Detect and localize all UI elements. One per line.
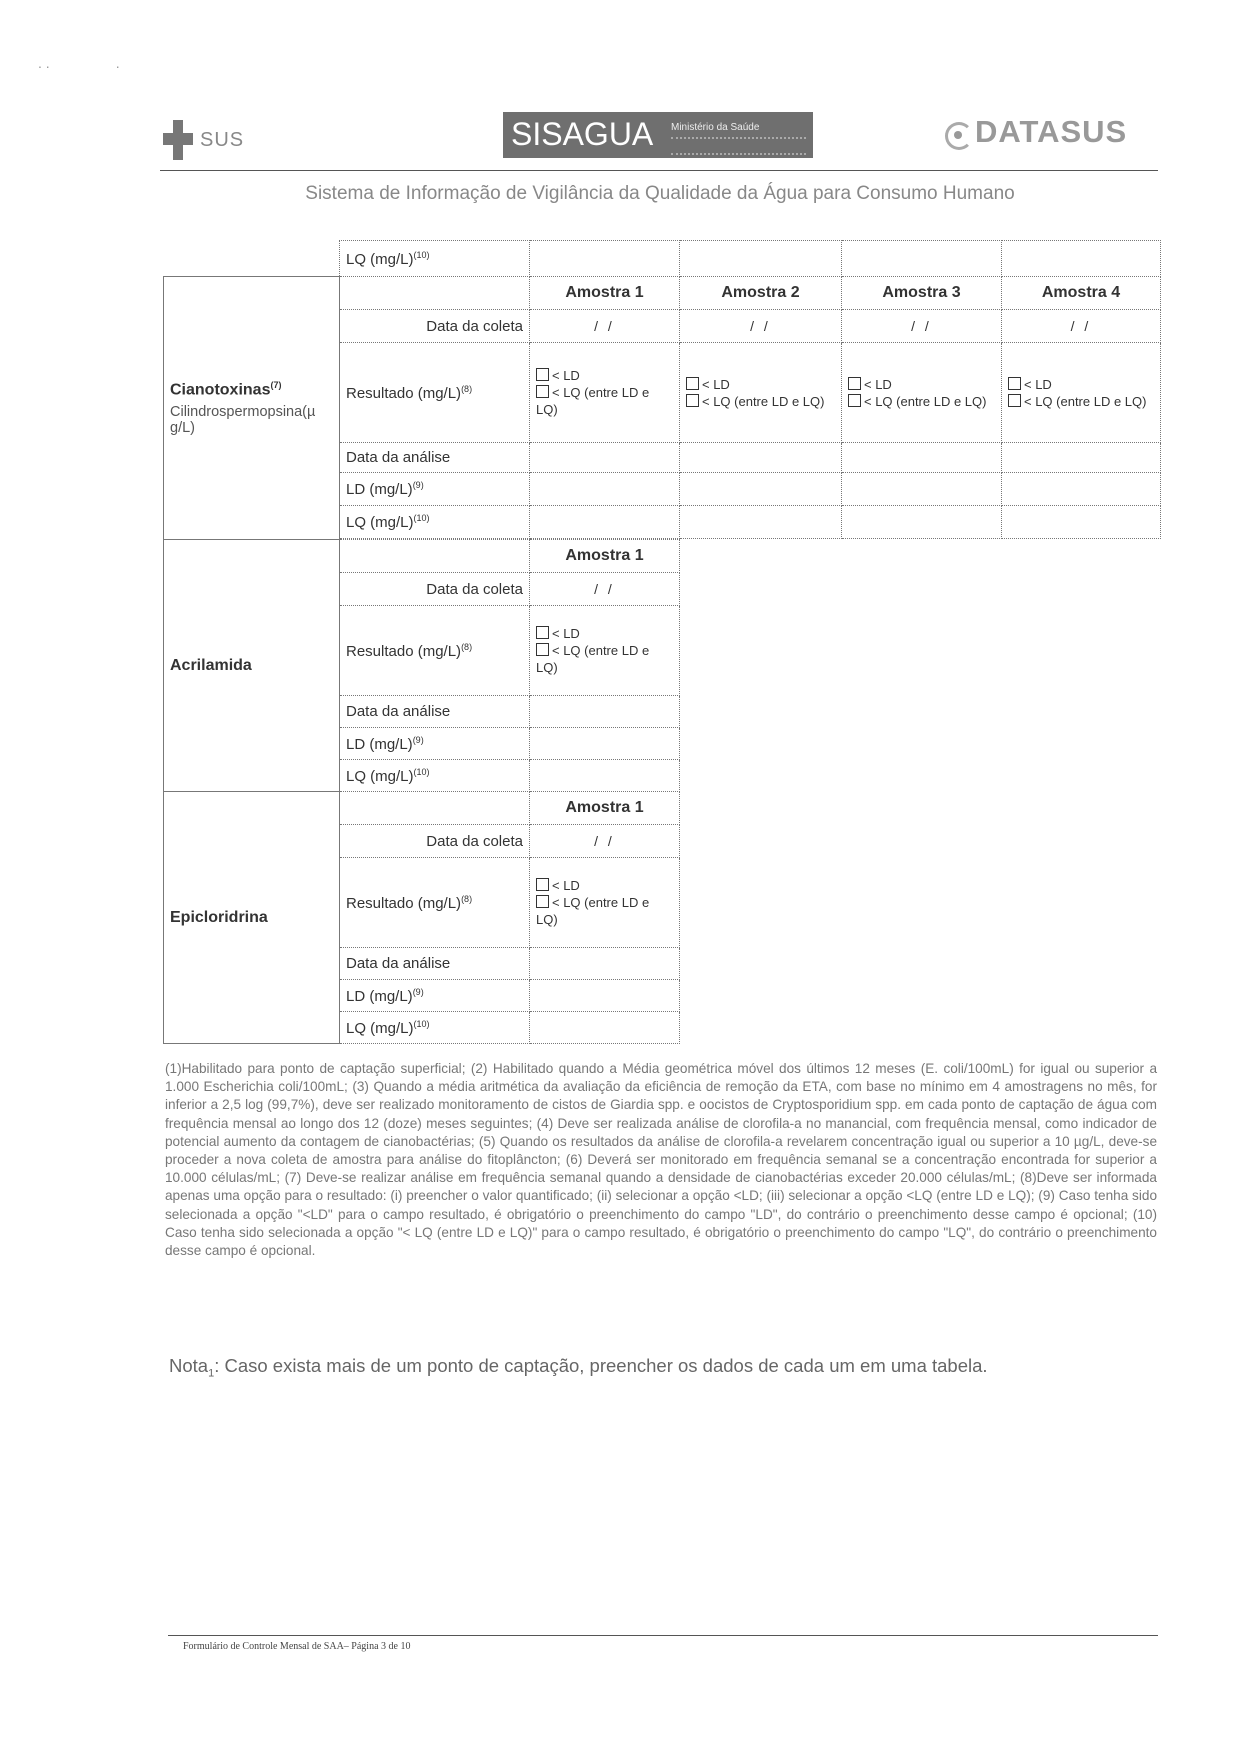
analysis-date-input[interactable]	[842, 443, 1002, 473]
lq-input[interactable]	[680, 506, 842, 539]
ld-input[interactable]	[530, 473, 680, 506]
nota-label: Nota	[169, 1355, 209, 1376]
checkbox-icon[interactable]	[686, 394, 699, 407]
option-ld-text: < LD	[1024, 376, 1052, 392]
section-title-sup: (7)	[270, 380, 282, 391]
ld-text: LD (mg/L)	[346, 735, 413, 753]
header-divider	[160, 170, 1158, 171]
sample-header: Amostra 3	[842, 277, 1002, 310]
option-lq-text: < LQ (entre LD e LQ)	[536, 895, 650, 927]
data-coleta-label: Data da coleta	[340, 825, 530, 858]
data-analise-label: Data da análise	[340, 948, 530, 980]
option-lq[interactable]	[848, 393, 995, 410]
datasus-label: DATASUS	[975, 114, 1128, 149]
lq-text: LQ (mg/L)	[346, 514, 414, 531]
option-lq[interactable]	[536, 894, 673, 928]
nota-sub: 1	[208, 1367, 215, 1380]
section-title-text: Cianotoxinas	[170, 381, 271, 399]
option-ld-text: < LD	[702, 376, 730, 392]
table-row	[164, 277, 1161, 310]
resultado-label	[340, 858, 530, 948]
option-lq-text: < LQ (entre LD e LQ)	[536, 643, 650, 675]
resultado-label	[340, 343, 530, 443]
section-subtitle: Cilindrospermopsina(µ g/L)	[170, 403, 316, 436]
analysis-date-input[interactable]	[680, 443, 842, 473]
ld-text: LD (mg/L)	[346, 987, 413, 1005]
ld-text: LD (mg/L)	[346, 481, 413, 498]
option-lq[interactable]	[536, 642, 673, 676]
lq-sup: (10)	[413, 766, 430, 777]
option-ld[interactable]	[536, 625, 673, 642]
checkbox-icon[interactable]	[536, 385, 549, 398]
date-field[interactable]	[530, 573, 680, 606]
sus-label: SUS	[200, 129, 245, 151]
option-ld-text: < LD	[864, 376, 892, 392]
lq-input[interactable]	[1002, 506, 1161, 539]
option-ld[interactable]	[536, 367, 673, 384]
date-slashes: / /	[911, 317, 932, 334]
ld-sup: (9)	[412, 734, 424, 745]
lq-label	[340, 1012, 530, 1044]
date-slashes: / /	[594, 832, 615, 849]
analysis-date-input[interactable]	[530, 948, 680, 980]
table-cell	[680, 540, 1161, 792]
option-ld[interactable]	[848, 376, 995, 393]
data-analise-label: Data da análise	[340, 443, 530, 473]
section-acrilamida: Acrilamida	[164, 540, 340, 792]
table-row	[164, 540, 1161, 573]
section-cianotoxinas	[164, 277, 340, 540]
table-cell	[680, 792, 1161, 1044]
datasus-logo	[940, 110, 1140, 155]
date-field[interactable]	[680, 310, 842, 343]
data-analise-label: Data da análise	[340, 696, 530, 728]
analysis-date-input[interactable]	[1002, 443, 1161, 473]
ld-input[interactable]	[530, 980, 680, 1012]
option-ld-text: < LD	[552, 368, 580, 383]
page-footer: Formulário de Controle Mensal de SAA– Página 3 de 10	[183, 1641, 411, 1652]
lq-sup: (10)	[413, 1018, 430, 1029]
ministry-label: Ministério da Saúde	[671, 122, 760, 133]
resultado-text: Resultado (mg/L)	[346, 642, 462, 660]
resultado-sup: (8)	[461, 641, 473, 652]
checkbox-icon[interactable]	[848, 394, 861, 407]
lq-input[interactable]	[842, 241, 1002, 277]
option-ld[interactable]	[1008, 376, 1154, 393]
table-row	[164, 241, 1161, 277]
result-options	[842, 343, 1002, 443]
lq-label	[340, 506, 530, 539]
data-coleta-label: Data da coleta	[340, 573, 530, 606]
analysis-date-input[interactable]	[530, 696, 680, 728]
section-title	[170, 380, 333, 399]
sus-cross-icon	[163, 120, 193, 160]
data-coleta-label: Data da coleta	[340, 310, 530, 343]
date-slashes: / /	[750, 317, 771, 334]
date-field[interactable]	[1002, 310, 1161, 343]
date-field[interactable]	[530, 310, 680, 343]
ld-label	[340, 473, 530, 506]
date-field[interactable]	[842, 310, 1002, 343]
sus-logo	[155, 115, 295, 165]
ld-sup: (9)	[412, 480, 424, 490]
option-lq-text: < LQ (entre LD e LQ)	[702, 393, 825, 409]
section-epicloridrina: Epicloridrina	[164, 792, 340, 1044]
sisagua-label: SISAGUA	[511, 116, 654, 152]
checkbox-icon[interactable]	[1008, 377, 1021, 390]
sample-header: Amostra 1	[530, 792, 680, 825]
checkbox-icon[interactable]	[536, 895, 549, 908]
checkbox-icon[interactable]	[536, 368, 549, 381]
checkbox-icon[interactable]	[686, 377, 699, 390]
lq-text: LQ (mg/L)	[346, 250, 414, 268]
checkbox-icon[interactable]	[848, 377, 861, 390]
option-lq[interactable]	[686, 393, 835, 410]
date-slashes: / /	[594, 317, 615, 334]
lq-input[interactable]	[1002, 241, 1161, 277]
ld-input[interactable]	[1002, 473, 1161, 506]
table-row	[164, 792, 1161, 825]
result-options	[680, 343, 842, 443]
ministry-subtext	[671, 137, 806, 155]
result-options	[530, 343, 680, 443]
lq-text: LQ (mg/L)	[346, 767, 414, 785]
table-cell	[164, 241, 340, 277]
ld-input[interactable]	[530, 728, 680, 760]
sample-header: Amostra 2	[680, 277, 842, 310]
ld-label	[340, 728, 530, 760]
datasus-dot-icon	[954, 131, 962, 139]
scan-marks: . . .	[38, 55, 120, 71]
ld-sup: (9)	[412, 986, 424, 997]
lq-input[interactable]	[530, 1012, 680, 1044]
option-lq-text: < LQ (entre LD e LQ)	[864, 393, 987, 409]
lq-sup: (10)	[413, 513, 430, 523]
lq-label	[340, 241, 530, 277]
result-options	[1002, 343, 1161, 443]
resultado-text: Resultado (mg/L)	[346, 894, 462, 912]
option-ld-text: < LD	[552, 878, 580, 893]
ld-input[interactable]	[680, 473, 842, 506]
lq-input[interactable]	[530, 760, 680, 792]
footer-divider	[168, 1635, 1158, 1636]
date-slashes: / /	[1070, 317, 1092, 334]
lq-input[interactable]	[530, 241, 680, 277]
table-cell	[340, 540, 530, 573]
sample-header: Amostra 1	[530, 277, 680, 310]
option-lq-text: < LQ (entre LD e LQ)	[1024, 393, 1147, 409]
resultado-label	[340, 606, 530, 696]
page-subtitle: Sistema de Informação de Vigilância da Qualidade da Água para Consumo Humano	[305, 183, 1015, 204]
result-options	[530, 858, 680, 948]
nota-text: : Caso exista mais de um ponto de captação, preencher os dados de cada um em uma tabela.	[214, 1355, 988, 1376]
lq-sup: (10)	[413, 249, 430, 260]
checkbox-icon[interactable]	[1008, 394, 1021, 407]
sample-header: Amostra 4	[1002, 277, 1161, 310]
date-slashes: / /	[594, 580, 615, 597]
option-ld-text: < LD	[552, 626, 580, 641]
option-lq[interactable]	[1008, 393, 1154, 410]
footnotes: (1)Habilitado para ponto de captação superficial; (2) Habilitado quando a Média geométrica móvel dos últimos 12 meses (E. coli/100mL) for igual ou superior a 1.000 Escherichia coli/100mL; (3) Quando a média aritmética da avaliação da eficiência de remoção da ETA, com base no mínimo em 4 amostragens no mês, for inferior a 2,5 log (99,7%), deve ser realizado monitoramento de cistos de Giardia spp. e oocistos de Cryptosporidium spp. em cada ponto de captação de água com frequência mensal ao longo dos 12 (doze) meses seguintes; (4) Deve ser realizada análise de clorofila-a no manancial, com frequência mensal, como indicador de potencial aumento da contagem de cianobactérias; (5) Quando os resultados da análise de clorofila-a revelarem concentração igual ou superior a 10 µg/L, deve-se proceder a nova coleta de amostra para análise do fitoplâncton; (6) Deverá ser monitorado em frequência semanal se a concentração encontrada for superior a 10.000 células/mL; (7) Deve-se realizar análise em frequência semanal quando a densidade de cianobactérias exceder 20.000 células/mL; (8)Deve ser informada apenas uma opção para o resultado: (i) preencher o valor quantificado; (ii) selecionar a opção <LD; (iii) selecionar a opção <LQ (entre LD e LQ); (9) Caso tenha sido selecionada a opção "<LD" para o campo resultado, é obrigatório o preenchimento do campo "LD", do contrário o preenchimento desse campo é opcional; (10) Caso tenha sido selecionada a opção "< LQ (entre LD e LQ)" para o campo resultado, é obrigatório o preenchimento do campo "LQ", do contrário o preenchimento desse campo é opcional.	[165, 1061, 1157, 1259]
sisagua-logo	[503, 112, 813, 158]
analysis-date-input[interactable]	[530, 443, 680, 473]
form-table-wrapper	[163, 240, 1160, 1044]
option-lq[interactable]	[536, 384, 673, 418]
checkbox-icon[interactable]	[536, 878, 549, 891]
lq-label	[340, 760, 530, 792]
lq-input[interactable]	[530, 506, 680, 539]
lq-input[interactable]	[842, 506, 1002, 539]
lq-text: LQ (mg/L)	[346, 1019, 414, 1037]
table-cell	[340, 792, 530, 825]
result-options	[530, 606, 680, 696]
resultado-sup: (8)	[461, 893, 473, 904]
resultado-sup: (8)	[461, 383, 473, 394]
table-cell	[340, 277, 530, 310]
option-ld[interactable]	[686, 376, 835, 393]
nota	[169, 1355, 1149, 1380]
ld-input[interactable]	[842, 473, 1002, 506]
checkbox-icon[interactable]	[536, 626, 549, 639]
option-ld[interactable]	[536, 877, 673, 894]
form-table	[163, 240, 1161, 1044]
ld-label	[340, 980, 530, 1012]
sample-header: Amostra 1	[530, 540, 680, 573]
resultado-text: Resultado (mg/L)	[346, 384, 462, 402]
checkbox-icon[interactable]	[536, 643, 549, 656]
option-lq-text: < LQ (entre LD e LQ)	[536, 385, 650, 417]
lq-input[interactable]	[680, 241, 842, 277]
date-field[interactable]	[530, 825, 680, 858]
